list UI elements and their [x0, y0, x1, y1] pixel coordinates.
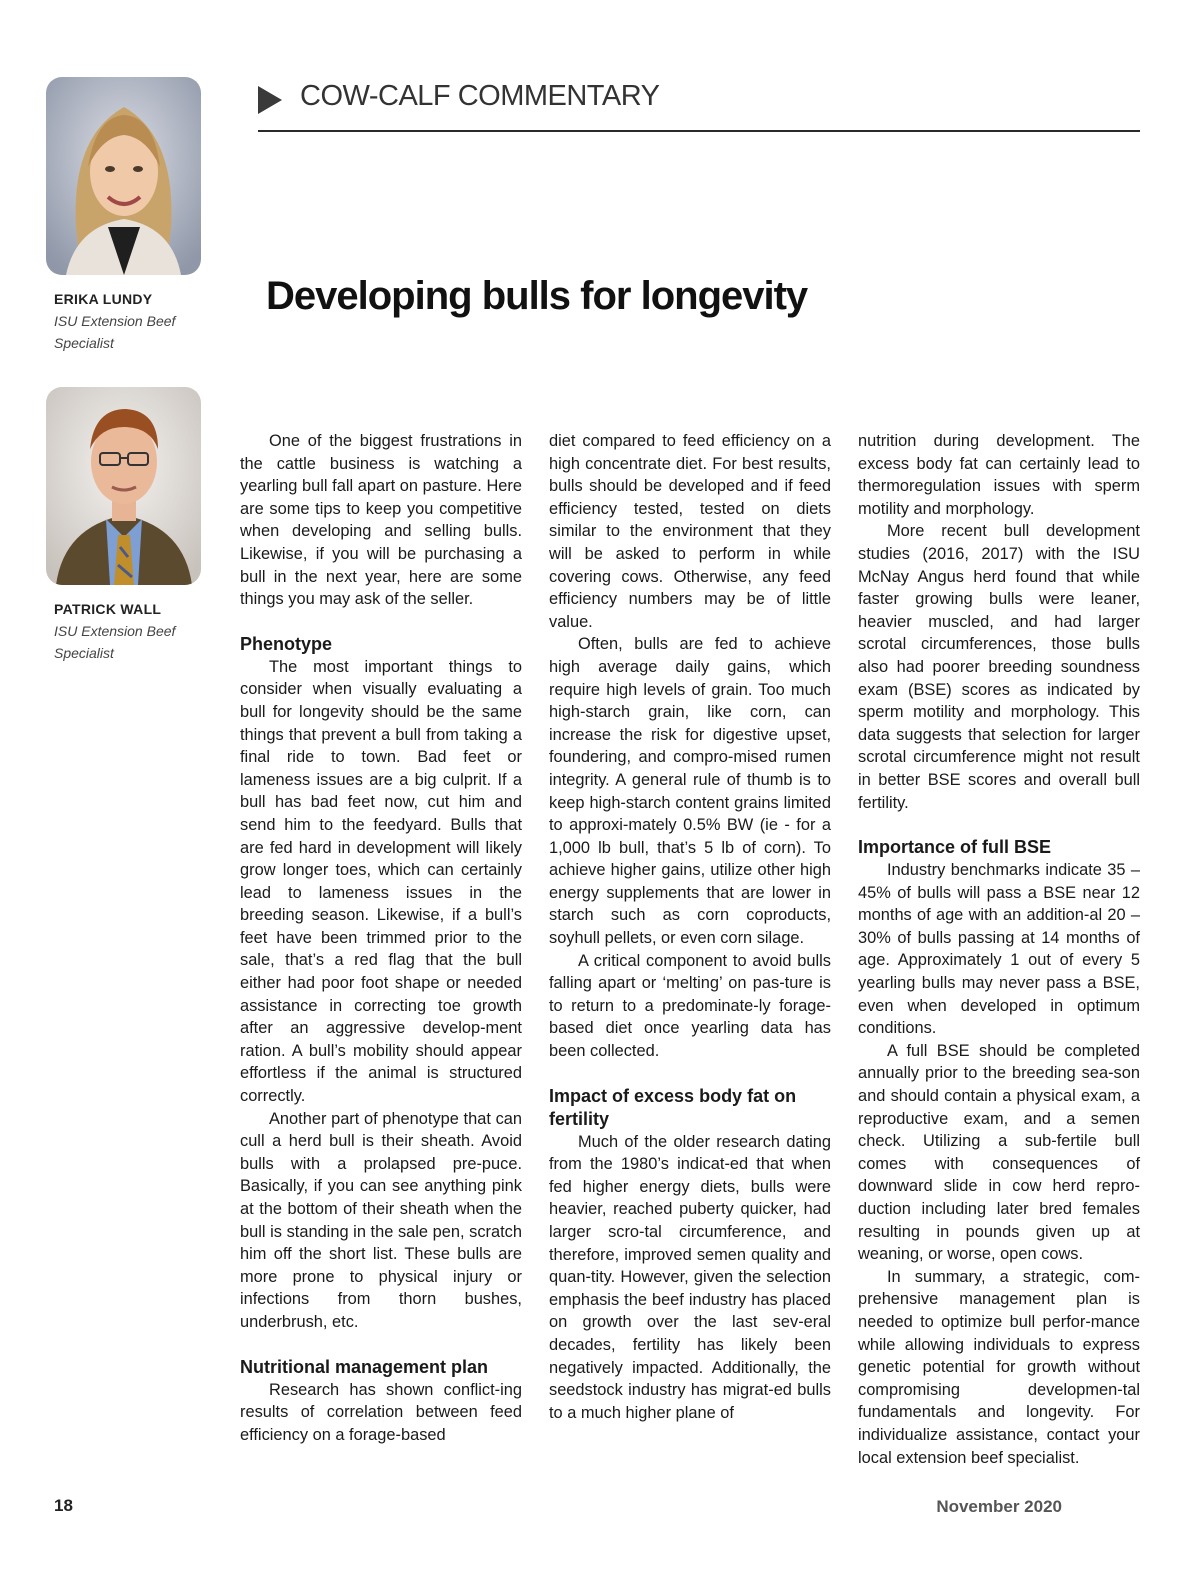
paragraph: diet compared to feed efficiency on a high concentrate diet. For best results, bulls should be developed and if feed efficiency tested, tested on diets similar to the environment that they will be asked to perform in while covering cows. Otherwise, any feed efficiency numbers may be of little value. — [549, 432, 831, 631]
headshot-woman-image — [46, 77, 201, 275]
paragraph: Another part of phenotype that can cull a herd bull is their sheath. Avoid bulls with a prolapsed pre-puce. Basically, if you can see anything pink at the bottom of their sheath when the bull is standing in the sale pen, scratch him off the short list. These bulls are more prone to physical injury or infections from thorn bushes, underbrush, etc. — [240, 1109, 522, 1331]
play-triangle-icon — [258, 86, 282, 114]
subheading: Importance of full BSE — [858, 837, 1052, 858]
article-column-2 — [549, 430, 831, 1424]
subheading: Phenotype — [240, 633, 333, 654]
author-role: ISU Extension Beef — [54, 623, 176, 639]
author-photo-erika — [46, 77, 201, 275]
paragraph: More recent bull development studies (2016, 2017) with the ISU McNay Angus herd found that while faster growing bulls were leaner, heavier muscled, and had larger scrotal circumferences, those bulls also had poorer breeding soundness exam (BSE) scores as indicated by sperm motility and morphology. This data suggests that selection for larger scrotal circumference might not result in better BSE scores and overall bull fertility. — [858, 522, 1140, 812]
subheading: Nutritional management plan — [240, 1356, 489, 1377]
author-role: Specialist — [54, 645, 114, 661]
page-number: 18 — [54, 1496, 73, 1515]
article-column-3 — [858, 430, 1140, 1469]
author-patrick — [54, 598, 175, 664]
article-column-1 — [240, 430, 522, 1446]
paragraph: Research has shown conflict-ing results of correlation between feed efficiency on a forage-based — [240, 1380, 522, 1444]
paragraph: A full BSE should be completed annually prior to the breeding sea-son and should contain a physical exam, a reproductive exam, and a semen check. Utilizing a sub-fertile bull comes with consequences of downward slide in cow herd repro-duction including later bred females resulting in pounds given up at weaning, or worse, open cows. — [858, 1041, 1140, 1264]
paragraph: nutrition during development. The excess body fat can certainly lead to thermoregulation issues with sperm motility and morphology. — [858, 432, 1140, 518]
subheading: Impact of excess body fat on fertility — [549, 1085, 797, 1129]
article-title: Developing bulls for longevity — [266, 274, 808, 318]
paragraph: One of the biggest frustrations in the cattle business is watching a yearling bull fall apart on pasture. Here are some tips to keep you competitive when developing and selling bulls. Likewise, if you will be purchasing a bull in the next year, here are some things you may ask of the seller. — [240, 432, 522, 609]
author-photo-patrick — [46, 387, 201, 585]
paragraph: A critical component to avoid bulls falling apart or ‘melting’ on pas-ture is to return to a predominate-ly forage-based diet once yearling data has been collected. — [549, 951, 831, 1061]
paragraph: Often, bulls are fed to achieve high average daily gains, which require high levels of grain. Too much high-starch grain, like corn, can increase the risk for digestive upset, foundering, and compro-mised rumen integrity. A general rule of thumb is to keep high-starch content grains limited to approxi-mately 0.5% BW (ie - for a 1,000 lb bull, that’s 5 lb of corn). To achieve higher gains, utilize other high energy supplements that are lower in starch such as corn coproducts, soyhull pellets, or even corn silage. — [549, 635, 831, 948]
section-label: COW-CALF COMMENTARY — [300, 80, 660, 112]
paragraph: Much of the older research dating from the 1980’s indicat-ed that when fed higher energy diets, bulls were heavier, reached puberty quicker, had larger scro-tal circumference, and therefore, improved semen quality and quan-tity. However, given the selection emphasis the beef industry has placed on growth over the last sev-eral decades, fertility has likely been negatively impacted. Additionally, the seedstock industry has migrat-ed bulls to a much higher plane of — [549, 1132, 831, 1422]
issue-date: November 2020 — [936, 1497, 1062, 1516]
author-name: PATRICK WALL — [54, 601, 162, 617]
paragraph: The most important things to consider when visually evaluating a bull for longevity should be the same things that prevent a bull from taking a final ride to town. Bad feet or lameness issues are a big culprit. If a bull has bad feet now, cut him and send him to the feedyard. Bulls that are fed hard in development will likely grow longer toes, which can certainly lead to lameness issues in the breeding season. Likewise, if a bull’s feet have been trimmed prior to the sale, that’s a red flag that the bull either had poor foot shape or needed assistance in correcting toe growth after an aggressive develop-ment ration. A bull’s mobility should appear effortless if the animal is structured correctly. — [240, 657, 522, 1106]
author-name: ERIKA LUNDY — [54, 291, 153, 307]
paragraph: In summary, a strategic, com-prehensive management plan is needed to optimize bull perfor-mance while allowing individuals to express genetic potential for growth without compromising developmen-tal fundamentals and longevity. For individualize assistance, contact your local extension beef specialist. — [858, 1267, 1140, 1467]
author-erika — [54, 288, 175, 354]
headshot-man-image — [46, 387, 201, 585]
section-header — [258, 80, 1140, 132]
author-role: ISU Extension Beef — [54, 313, 176, 329]
paragraph: Industry benchmarks indicate 35 – 45% of bulls will pass a BSE near 12 months of age with an addition-al 20 – 30% of bulls passing at 14 months of age. Approximately 1 out of every 5 yearling bulls may never pass a BSE, even when developed in optimum conditions. — [858, 861, 1140, 1038]
author-role: Specialist — [54, 335, 114, 351]
